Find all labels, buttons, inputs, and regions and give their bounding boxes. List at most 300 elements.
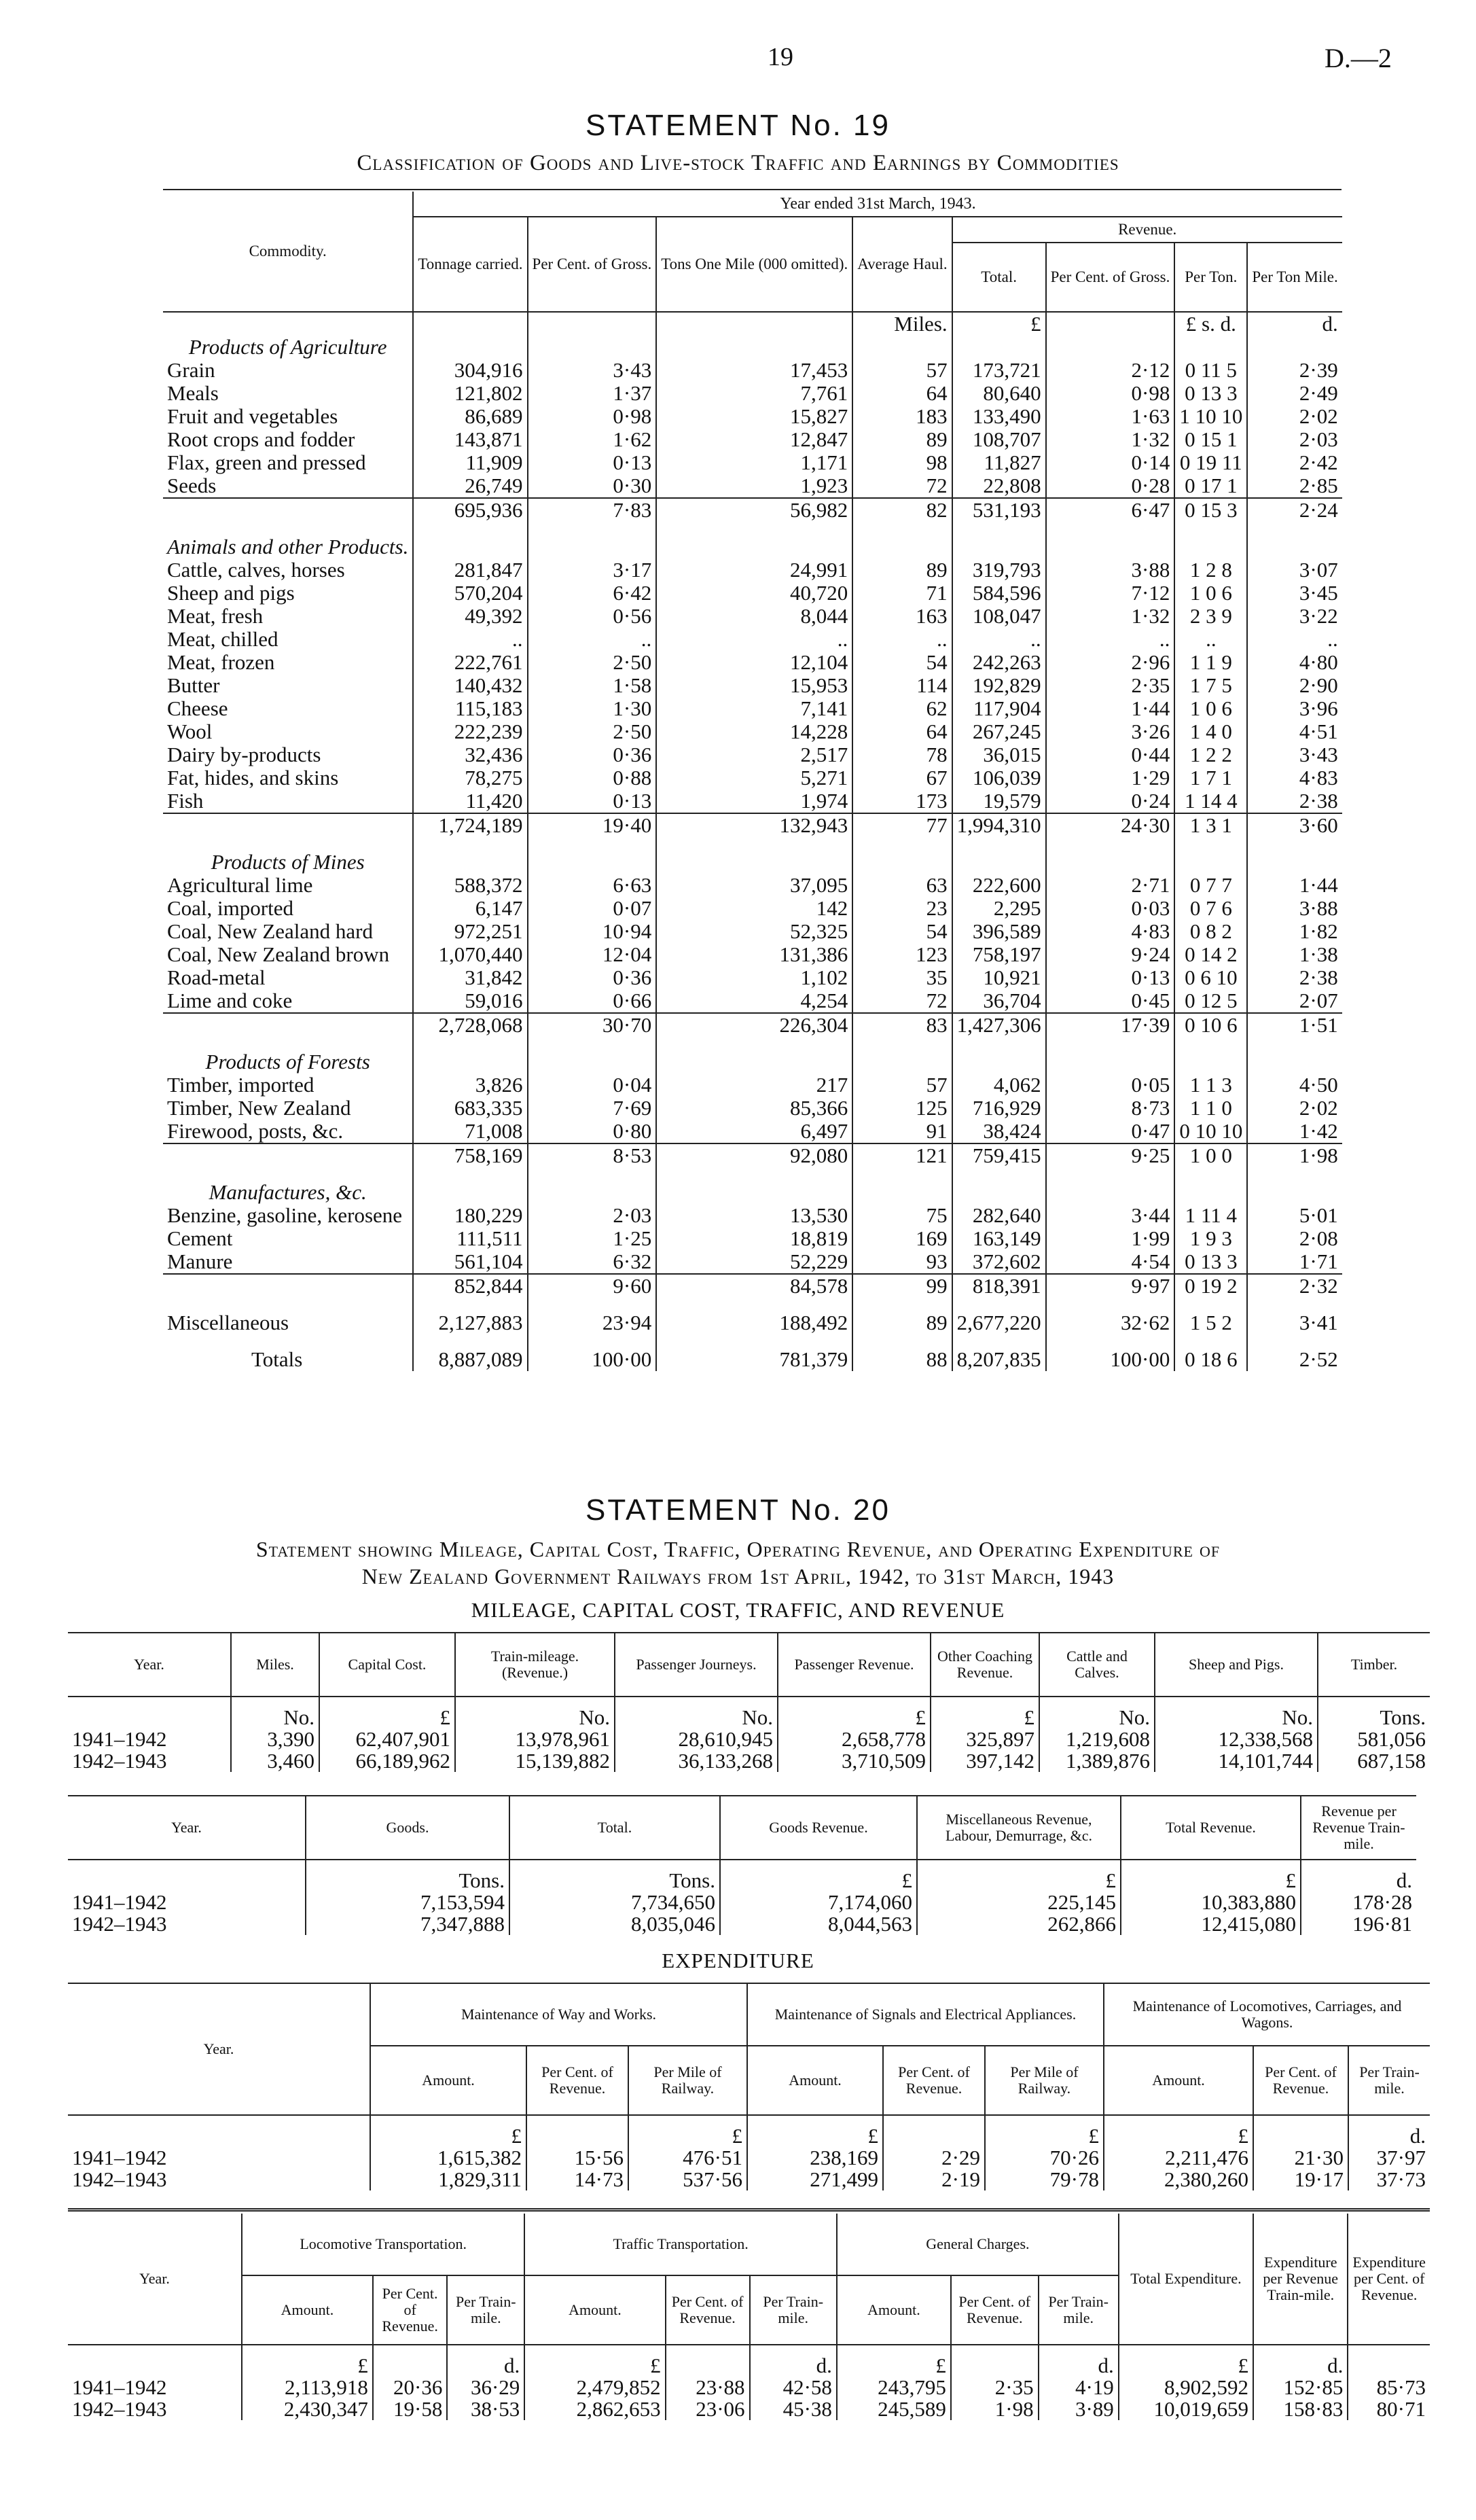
value-cell: 88 [852,1348,952,1371]
value-cell: 8·73 [1046,1097,1175,1120]
column-header: Timber. [1318,1633,1430,1697]
group-header: Locomotive Transportation. [242,2214,524,2275]
column-header: Per Cent. of Revenue. [951,2275,1039,2345]
value-cell: 1,171 [656,451,852,474]
value-cell: 2·52 [1299,1347,1338,1371]
value-cell: 163 [852,605,952,628]
section-heading-row [163,336,1342,359]
unit-cell [1046,312,1175,336]
value-cell: 588,372 [413,874,527,897]
value-cell: 49,392 [413,605,527,628]
spacer-row [163,1334,1342,1348]
value-cell: 38·53 [447,2398,524,2420]
value-cell: 20·36 [373,2377,447,2398]
value-cell: 972,251 [413,920,527,943]
value-cell: 3·17 [528,558,657,582]
value-cell: 222,600 [952,874,1046,897]
spacer-cell [1046,1334,1175,1348]
value-cell: 2·24 [1247,498,1342,522]
value-cell: 37·73 [1376,2167,1426,2191]
value-cell: 12,415,080 [1121,1913,1301,1935]
value-cell: 217 [656,1073,852,1097]
section-heading: Manufactures, &c. [163,1181,413,1204]
commodity-row [163,628,1342,651]
commodity-name: Meat, chilled [163,628,413,651]
value-cell: 1·98 [951,2398,1039,2420]
value-cell: 56,982 [656,498,852,522]
commodity-row [163,674,1342,697]
value-cell: 54 [852,920,952,943]
value-cell: 59,016 [413,989,527,1013]
value-cell: 111,511 [413,1227,527,1250]
column-header: Amount. [837,2275,951,2345]
year-cell: 1942–1943 [68,2398,242,2420]
unit-cell [883,2115,985,2147]
value-cell: 0·98 [528,405,657,428]
unit-cell: No. [615,1697,778,1728]
column-header: Per Train-mile. [1348,2046,1430,2115]
commodity-name: Cement [163,1227,413,1250]
value-cell: 183 [852,405,952,428]
label-blank [163,498,413,522]
value-cell: 75 [852,1204,952,1227]
value-cell: 0 19 11 [1174,451,1247,474]
value-cell: 0 15 1 [1174,428,1247,451]
commodity-name: Grain [163,359,413,382]
spacer-cell [952,1167,1046,1181]
value-cell: 12·04 [528,943,657,966]
value-cell: 89 [852,428,952,451]
commodity-name: Meat, fresh [163,605,413,628]
value-cell: 6·47 [1046,498,1175,522]
value-cell: 225,145 [917,1892,1121,1913]
unit-cell: No. [1155,1697,1318,1728]
value-cell: 2·50 [528,651,657,674]
value-cell: 0 7 6 [1174,897,1247,920]
column-header: Year. [68,1633,231,1697]
value-cell: 11,420 [413,789,527,813]
spacer-cell [528,1050,657,1073]
value-cell: 17,453 [656,359,852,382]
unit-cell [68,2115,370,2147]
commodity-name: Seeds [163,474,413,498]
commodity-row [163,1120,1342,1143]
value-cell: 2·90 [1299,673,1338,697]
spacer-cell [952,535,1046,558]
commodity-name: Meat, frozen [163,651,413,674]
column-header: Miles. [231,1633,319,1697]
value-cell: 1 1 3 [1174,1073,1247,1097]
column-header: Per Mile of Railway. [628,2046,747,2115]
value-cell: 45·38 [750,2398,837,2420]
value-cell: 15,827 [656,405,852,428]
value-cell: 1,389,876 [1039,1750,1155,1772]
value-cell: 3·89 [1039,2398,1119,2420]
value-cell: 131,386 [656,943,852,966]
value-cell: 89 [852,558,952,582]
value-cell: 2·02 [1299,404,1338,428]
year-row [68,2147,1430,2169]
commodity-name: Dairy by-products [163,743,413,766]
value-cell: 245,589 [837,2398,951,2420]
column-header: Year. [68,1796,306,1860]
col-per-ton: Per Ton. [1174,243,1247,312]
value-cell: 3·22 [1299,604,1338,628]
section-heading: Products of Forests [163,1050,413,1073]
spacer-cell [1247,1050,1342,1073]
year-cell: 1941–1942 [68,1728,231,1750]
value-cell: 5,271 [656,766,852,789]
value-cell: 561,104 [413,1250,527,1274]
unit-cell: £ [778,1697,931,1728]
spacer-cell [1174,1050,1247,1073]
col-rev-pct: Per Cent. of Gross. [1046,243,1175,312]
label-blank [163,813,413,837]
spacer-cell [528,535,657,558]
col-ton-miles: Tons One Mile (000 omitted). [656,217,852,312]
value-cell: 152·85 [1253,2377,1348,2398]
value-cell: 1,070,440 [413,943,527,966]
value-cell: 121 [852,1143,952,1167]
value-cell: 18,819 [656,1227,852,1250]
value-cell: 0·04 [528,1073,657,1097]
group-header-row [68,2214,1430,2275]
value-cell: 781,379 [656,1348,852,1371]
value-cell: 2·38 [1299,965,1338,989]
value-cell: .. [413,628,527,651]
value-cell: 1 5 2 [1174,1311,1247,1334]
year-cell: 1942–1943 [68,1750,231,1772]
value-cell: 8,207,835 [952,1348,1046,1371]
value-cell: 3·88 [1046,558,1175,582]
commodity-name: Coal, imported [163,897,413,920]
value-cell: 2·32 [1247,1274,1342,1298]
value-cell: 178·28 [1352,1890,1412,1914]
column-header: Expenditure per Cent. of Revenue. [1348,2214,1430,2345]
spacer-cell [852,1167,952,1181]
value-cell: 57 [852,359,952,382]
value-cell: 93 [852,1250,952,1274]
value-cell: 1·25 [528,1227,657,1250]
value-cell: 19·58 [373,2398,447,2420]
commodity-name: Firewood, posts, &c. [163,1120,413,1143]
year-cell: 1942–1943 [68,2169,370,2190]
unit-cell: £ s. d. [1174,312,1247,336]
value-cell: 2,728,068 [413,1013,527,1037]
commodity-name: Totals [163,1348,413,1371]
spacer-cell [1174,1334,1247,1348]
value-cell: 23·94 [528,1311,657,1334]
value-cell: 0 8 2 [1174,920,1247,943]
value-cell: 1·32 [1046,605,1175,628]
spacer-cell [852,522,952,535]
value-cell: 1·82 [1299,919,1338,943]
spacer-cell [528,336,657,359]
commodity-name: Wool [163,720,413,743]
unit-cell: £ [1121,1860,1301,1892]
spacer-cell [1174,336,1247,359]
section-heading: Animals and other Products. [163,535,413,558]
section-heading-row [163,851,1342,874]
column-header: Total Revenue. [1121,1796,1301,1860]
value-cell: 22,808 [952,474,1046,498]
value-cell: 1,219,608 [1039,1728,1155,1750]
value-cell: 2·49 [1299,381,1338,405]
spacer-row [163,1037,1342,1050]
value-cell: 32,436 [413,743,527,766]
value-cell: 106,039 [952,766,1046,789]
spacer-cell [952,1037,1046,1050]
year-row [68,2377,1430,2398]
spacer-row [163,1167,1342,1181]
value-cell: 7,347,888 [306,1913,509,1935]
spacer-cell [413,1167,527,1181]
section-heading-row [163,1050,1342,1073]
value-cell: 0·45 [1046,989,1175,1013]
value-cell: 57 [852,1073,952,1097]
spacer-cell [1046,1298,1175,1311]
value-cell: 0 6 10 [1174,966,1247,989]
spacer-cell [1046,1181,1175,1204]
spacer-cell [1046,1050,1175,1073]
column-header: Per Cent. of Revenue. [883,2046,985,2115]
spacer-cell [1174,837,1247,851]
value-cell: 7·69 [528,1097,657,1120]
spacer-cell [1247,1181,1342,1204]
spacer-cell [656,522,852,535]
value-cell: 1,994,310 [952,813,1046,837]
spacer-cell [1174,1298,1247,1311]
value-cell: 32·62 [1046,1311,1175,1334]
spacer-cell [852,1298,952,1311]
value-cell: 36,015 [952,743,1046,766]
commodity-row [163,474,1342,498]
unit-cell [68,2345,242,2377]
value-cell: 36,133,268 [615,1750,778,1772]
commodity-name: Lime and coke [163,989,413,1013]
value-cell: 6,497 [656,1120,852,1143]
commodity-row [163,697,1342,720]
value-cell: 82 [852,498,952,522]
commodity-name: Miscellaneous [163,1311,413,1334]
value-cell: 1·99 [1046,1227,1175,1250]
year-row [68,2398,1430,2420]
statement-19-subtitle: Classification of Goods and Live-stock Traffic and Earnings by Commodities [357,151,1119,175]
subtotal-row [163,1013,1342,1037]
spacer-cell [1174,522,1247,535]
commodity-row [163,1311,1342,1334]
value-cell: 71 [852,582,952,605]
value-cell: 173,721 [952,359,1046,382]
year-cell: 1941–1942 [68,1892,306,1913]
section-heading: Products of Mines [163,851,413,874]
value-cell: 683,335 [413,1097,527,1120]
label-blank [163,1143,413,1167]
unit-cell: £ [747,2115,883,2147]
value-cell: 62,407,901 [319,1728,455,1750]
spacer-cell [952,1181,1046,1204]
value-cell: 2·03 [528,1204,657,1227]
value-cell: 100·00 [1046,1348,1175,1371]
value-cell: 0 17 1 [1174,474,1247,498]
value-cell: 0·98 [1046,382,1175,405]
value-cell: 372,602 [952,1250,1046,1274]
value-cell: 3,390 [231,1728,319,1750]
value-cell: 2·39 [1299,358,1338,382]
value-cell: 12,847 [656,428,852,451]
value-cell: 3·96 [1299,696,1338,720]
value-cell: 0·44 [1046,743,1175,766]
value-cell: 15,139,882 [455,1750,615,1772]
goods-revenue-table [68,1796,1416,1935]
unit-cell [1348,2345,1430,2377]
value-cell: 2 3 9 [1174,605,1247,628]
unit-cell: d. [1409,2124,1426,2148]
unit-cell: d. [1039,2345,1119,2377]
spacer-cell [528,837,657,851]
commodity-row [163,451,1342,474]
value-cell: 12,338,568 [1155,1728,1318,1750]
value-cell: 125 [852,1097,952,1120]
value-cell: 758,197 [952,943,1046,966]
value-cell: 0 13 3 [1174,1250,1247,1274]
section-heading-row [163,1181,1342,1204]
value-cell: 1·38 [1299,942,1338,966]
value-cell: 1,829,311 [370,2169,526,2190]
unit-cell [951,2345,1039,2377]
spacer-cell [1247,1167,1342,1181]
spacer-cell [656,1334,852,1348]
unit-cell [528,312,657,336]
commodity-row [163,1073,1342,1097]
value-cell: 4·80 [1299,650,1338,674]
value-cell: 84,578 [656,1274,852,1298]
value-cell: 226,304 [656,1013,852,1037]
value-cell: 1·37 [528,382,657,405]
spacer-cell [1247,535,1342,558]
unit-cell [656,312,852,336]
value-cell: 2·19 [883,2169,985,2190]
column-header: Amount. [242,2275,373,2345]
value-cell: 0 12 5 [1174,989,1247,1013]
value-cell: .. [952,628,1046,651]
value-cell: 7,174,060 [720,1892,917,1913]
column-header: Per Mile of Railway. [985,2046,1104,2115]
unit-cell: No. [231,1697,319,1728]
column-header: Goods Revenue. [720,1796,917,1860]
spacer-cell [852,336,952,359]
value-cell: 158·83 [1253,2398,1348,2420]
spacer-cell [163,1167,413,1181]
page-reference: D.—2 [1325,43,1392,73]
spacer-cell [952,837,1046,851]
commodity-row [163,766,1342,789]
value-cell: 222,761 [413,651,527,674]
value-cell: 2,211,476 [1104,2147,1253,2169]
commodity-name: Cattle, calves, horses [163,558,413,582]
spacer-cell [413,851,527,874]
value-cell: 169 [852,1227,952,1250]
value-cell: 21·30 [1253,2147,1348,2169]
unit-cell [666,2345,750,2377]
value-cell: 19,579 [952,789,1046,813]
value-cell: 79·78 [985,2169,1104,2190]
value-cell: 114 [852,674,952,697]
spacer-cell [1046,1037,1175,1050]
value-cell: 2·08 [1299,1226,1338,1250]
commodity-name: Agricultural lime [163,874,413,897]
commodity-row [163,1097,1342,1120]
value-cell: 10,383,880 [1121,1892,1301,1913]
spacer-cell [1247,336,1342,359]
spacer-cell [528,1334,657,1348]
value-cell: 1 0 6 [1174,582,1247,605]
unit-cell: £ [720,1860,917,1892]
column-header: Amount. [524,2275,665,2345]
value-cell: 6·32 [528,1250,657,1274]
value-cell: 2·03 [1299,427,1338,451]
statement-20-subtitle-line2: New Zealand Government Railways from 1st April, 1942, to 31st March, 1943 [361,1564,1115,1589]
value-cell: 2,517 [656,743,852,766]
value-cell: 11,909 [413,451,527,474]
commodity-name: Cheese [163,697,413,720]
spacer-row [163,522,1342,535]
value-cell: 70·26 [985,2147,1104,2169]
unit-cell: Tons. [1380,1705,1426,1729]
year-cell: 1942–1943 [68,1913,306,1935]
unit-cell: £ [1119,2345,1253,2377]
mileage-revenue-table [68,1633,1430,1772]
value-cell: 10,019,659 [1119,2398,1253,2420]
commodity-row [163,743,1342,766]
unit-cell: d. [1396,1868,1412,1892]
value-cell: 0·80 [528,1120,657,1143]
year-row [68,1892,1416,1913]
unit-cell: £ [1104,2115,1253,2147]
value-cell: 52,325 [656,920,852,943]
unit-cell: £ [242,2345,373,2377]
units-row [68,2345,1430,2377]
value-cell: 3·26 [1046,720,1175,743]
value-cell: 14,101,744 [1155,1750,1318,1772]
value-cell: 282,640 [952,1204,1046,1227]
commodity-row [163,382,1342,405]
value-cell: 9·24 [1046,943,1175,966]
unit-cell: £ [931,1697,1039,1728]
value-cell: 1·44 [1046,697,1175,720]
spacer-cell [413,1037,527,1050]
value-cell: 4,062 [952,1073,1046,1097]
spacer-cell [1046,1167,1175,1181]
value-cell: 37·97 [1376,2146,1426,2169]
spacer-cell [528,1298,657,1311]
spacer-cell [852,1334,952,1348]
group-header: Maintenance of Way and Works. [370,1984,747,2046]
commodity-row [163,651,1342,674]
spacer-cell [656,1298,852,1311]
spacer-cell [413,1050,527,1073]
value-cell: 1,427,306 [952,1013,1046,1037]
value-cell: 80,640 [952,382,1046,405]
commodity-name: Sheep and pigs [163,582,413,605]
value-cell: 77 [852,813,952,837]
value-cell: 1 7 5 [1174,674,1247,697]
value-cell: 5·01 [1299,1203,1338,1227]
unit-cell [68,1697,231,1728]
unit-cell: £ [837,2345,951,2377]
value-cell: 2·29 [883,2147,985,2169]
value-cell: 35 [852,966,952,989]
